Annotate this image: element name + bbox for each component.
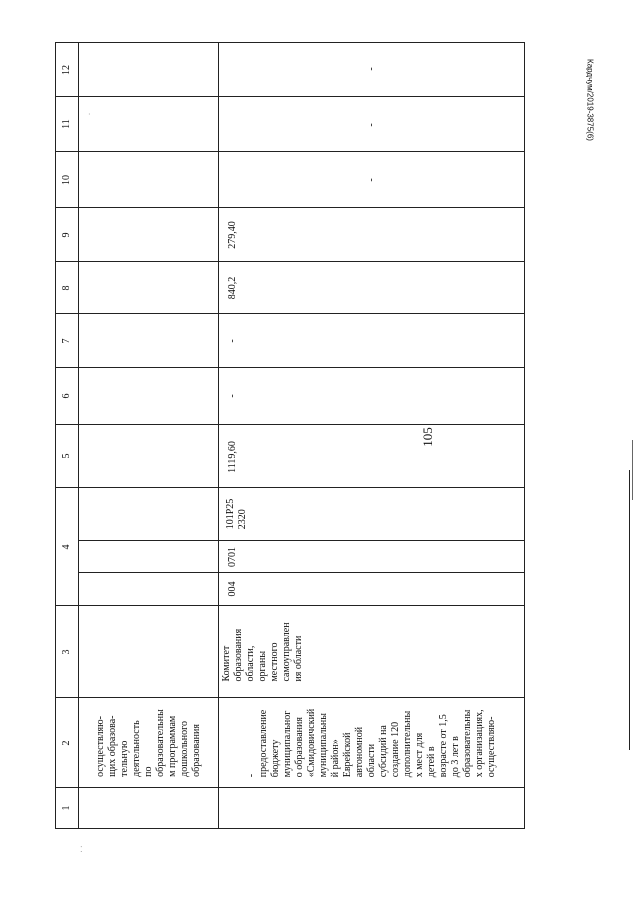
col-header-8: 8	[55, 261, 79, 314]
row2-col6: -	[218, 367, 525, 425]
row1-col2: осуществляю- щих образова- тельную деятельность по образовательны м программам дошкольного образования	[78, 697, 219, 788]
row1-col3	[78, 605, 219, 698]
row1-col6	[78, 367, 219, 425]
row2-col4a: 004	[218, 572, 525, 606]
col-header-3: 3	[55, 605, 79, 698]
row1-col4c	[78, 487, 219, 541]
col-header-12: 12	[55, 42, 79, 97]
row2-col2: - предоставление бюджету муниципальног о образования «Смидовичский муниципальны й район» Еврейской автономной области субсидий на создание 120 дополнительны х мест для детей в возрасте от 1,5 до 3 лет в образовательны х организациях, осуществляю-	[218, 697, 525, 788]
col-header-4: 4	[55, 487, 79, 606]
document-code: Кардчум/2019-3875(6)	[585, 59, 595, 141]
scan-dots: ⁚	[80, 845, 83, 854]
row2-col12: -	[218, 42, 525, 97]
row1-col5	[78, 424, 219, 488]
col-header-11: 11	[55, 96, 79, 152]
row2-col1	[218, 787, 525, 829]
row1-col10	[78, 151, 219, 208]
row1-col9	[78, 207, 219, 262]
row1-col12	[78, 42, 219, 97]
row2-col8: 840,2	[218, 261, 525, 314]
row2-col5: 1119,60	[218, 424, 525, 488]
col-header-10: 10	[55, 151, 79, 208]
row1-col8	[78, 261, 219, 314]
row2-col3: Комитет образования области, органы местного самоуправлен ия области	[218, 605, 525, 698]
row2-col9: 279,40	[218, 207, 525, 262]
row1-col7	[78, 313, 219, 368]
row1-col4b	[78, 540, 219, 573]
col-header-5: 5	[55, 424, 79, 488]
row2-col10: -	[218, 151, 525, 208]
row1-col1	[78, 787, 219, 829]
row2-col11: -	[218, 96, 525, 152]
row1-col4a	[78, 572, 219, 606]
row2-col7: -	[218, 313, 525, 368]
col-header-7: 7	[55, 313, 79, 368]
row2-col4c: 101P25 2320	[218, 487, 525, 541]
row2-col4b: 0701	[218, 540, 525, 573]
col-header-2: 2	[55, 697, 79, 788]
col-header-1: 1	[55, 787, 79, 829]
col-header-6: 6	[55, 367, 79, 425]
page-number: 105	[420, 427, 435, 447]
row1-col11	[78, 96, 219, 152]
col-header-9: 9	[55, 207, 79, 262]
scan-dots: ·	[88, 110, 91, 119]
